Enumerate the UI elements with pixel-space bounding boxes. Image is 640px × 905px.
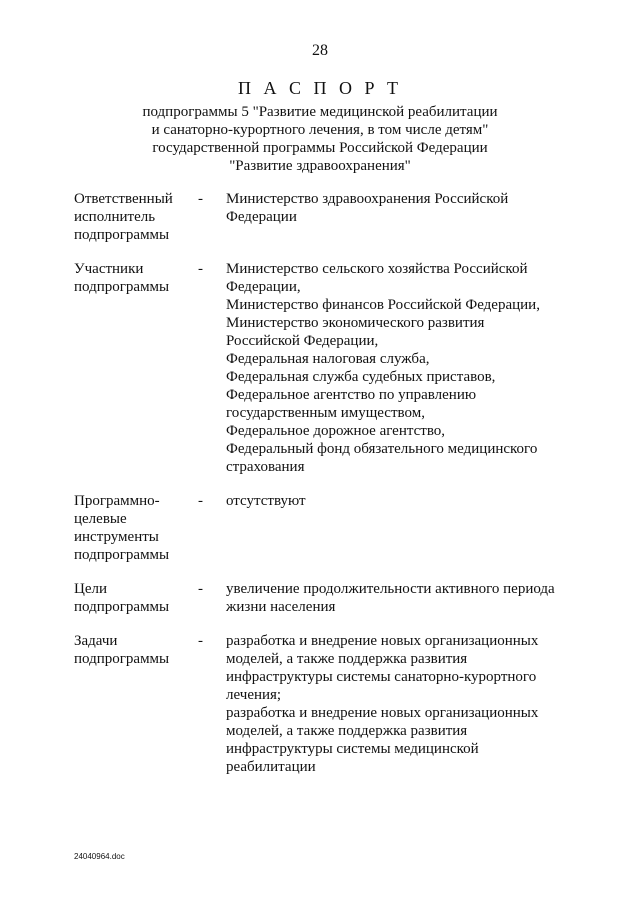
row-label: [74, 632, 198, 776]
row-value: [226, 632, 574, 776]
row-label-line: подпрограммы: [74, 547, 170, 563]
row-value-line: Федеральная налоговая служба,: [226, 351, 430, 367]
row-label-line: подпрограммы: [74, 599, 170, 615]
row-value-line: отсутствуют: [226, 493, 306, 509]
subtitle-line: и санаторно-курортного лечения, в том числе детям": [151, 122, 489, 138]
row-value-line: инфраструктуры системы медицинской: [226, 741, 479, 757]
row-label: [74, 580, 198, 616]
row-label: [74, 492, 198, 564]
subtitle-line: государственной программы Российской Федерации: [152, 140, 488, 156]
row-value: [226, 260, 574, 476]
row-value: [226, 492, 574, 564]
row-value-line: Федеральное агентство по управлению: [226, 387, 477, 403]
row-label-line: целевые: [74, 511, 127, 527]
passport-table: [74, 190, 574, 776]
row-value-line: жизни населения: [226, 599, 336, 615]
row-value-line: Федеральный фонд обязательного медицинского: [226, 441, 538, 457]
subtitle-line: подпрограммы 5 "Развитие медицинской реабилитации: [142, 104, 498, 120]
row-label-line: подпрограммы: [74, 227, 170, 243]
row-label: [74, 260, 198, 476]
passport-row-tasks: [74, 632, 574, 776]
row-label-line: Участники: [74, 261, 144, 277]
row-label-line: Задачи: [74, 633, 118, 649]
row-value-line: разработка и внедрение новых организационных: [226, 633, 539, 649]
row-dash: -: [198, 493, 203, 509]
row-value-line: инфраструктуры системы санаторно-курортного: [226, 669, 537, 685]
row-value-line: Министерство сельского хозяйства Российской: [226, 261, 528, 277]
row-value-line: реабилитации: [226, 759, 316, 775]
row-value-line: Российской Федерации,: [226, 333, 379, 349]
row-value: [226, 580, 574, 616]
passport-row-participants: [74, 260, 574, 476]
row-label-line: Ответственный: [74, 191, 173, 207]
row-label-line: инструменты: [74, 529, 159, 545]
row-value-line: Министерство финансов Российской Федерации,: [226, 297, 540, 313]
row-value-line: увеличение продолжительности активного периода: [226, 581, 555, 597]
row-label-line: подпрограммы: [74, 651, 170, 667]
row-label-line: подпрограммы: [74, 279, 170, 295]
row-label-line: исполнитель: [74, 209, 156, 225]
passport-row-goals: [74, 580, 574, 616]
row-dash: -: [198, 261, 203, 277]
row-value-line: моделей, а также поддержка развития: [226, 723, 468, 739]
row-value-line: разработка и внедрение новых организационных: [226, 705, 539, 721]
footer-file-name: 24040964.doc: [74, 852, 125, 861]
row-value-line: Федерации: [226, 209, 297, 225]
row-dash: -: [198, 633, 203, 649]
subtitle-line: "Развитие здравоохранения": [229, 158, 411, 174]
row-value-line: Федерации,: [226, 279, 301, 295]
page-number: 28: [312, 42, 328, 59]
row-value-line: государственным имуществом,: [226, 405, 425, 421]
row-label: [74, 190, 198, 244]
row-value-line: лечения;: [226, 687, 282, 703]
row-value-line: Министерство экономического развития: [226, 315, 485, 331]
passport-row-instruments: [74, 492, 574, 564]
document-title: П А С П О Р Т: [237, 78, 402, 98]
row-dash: -: [198, 191, 203, 207]
row-value-line: Федеральное дорожное агентство,: [226, 423, 446, 439]
row-label-line: Программно-: [74, 493, 160, 509]
row-value-line: моделей, а также поддержка развития: [226, 651, 468, 667]
row-value: [226, 190, 574, 244]
row-value-line: Министерство здравоохранения Российской: [226, 191, 509, 207]
row-value-line: Федеральная служба судебных приставов,: [226, 369, 496, 385]
passport-row-responsible-executor: [74, 190, 574, 244]
document-subtitle: [0, 103, 640, 175]
row-dash: -: [198, 581, 203, 597]
row-label-line: Цели: [74, 581, 108, 597]
row-value-line: страхования: [226, 459, 305, 475]
